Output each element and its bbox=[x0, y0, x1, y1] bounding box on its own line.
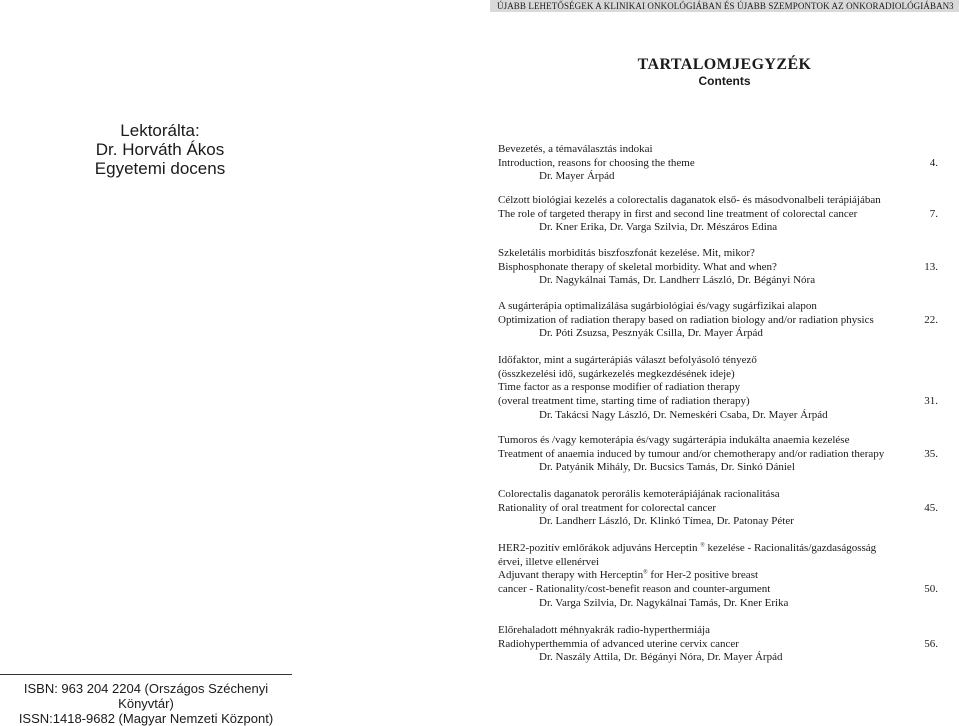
entry-title-hu: Colorectalis daganatok perorális kemoterápiájának racionalitása bbox=[498, 488, 780, 500]
entry-page-number: 56. bbox=[924, 637, 938, 650]
entry-page-number: 4. bbox=[929, 156, 938, 169]
issn-number: ISSN:1418-9682 (Magyar Nemzeti Központ) bbox=[18, 711, 274, 726]
toc-entry bbox=[498, 434, 938, 475]
reviewer-name: Dr. Horváth Ákos bbox=[95, 140, 225, 159]
toc-entry bbox=[498, 143, 938, 184]
entry-title-hu: Szkeletális morbiditás biszfoszfonát kezelése. Mit, mikor? bbox=[498, 247, 755, 259]
entry-page-number: 22. bbox=[924, 313, 938, 326]
entry-title-hu: Célzott biológiai kezelés a colorectalis daganatok első- és másodvonalbeli terápiájában bbox=[498, 194, 881, 206]
toc-entry bbox=[498, 247, 938, 288]
entry-title-en: Bisphosphonate therapy of skeletal morbidity. What and when? 13. bbox=[498, 260, 938, 273]
entry-authors: Dr. Mayer Árpád bbox=[539, 170, 615, 183]
entry-title-hu: Bevezetés, a témaválasztás indokai bbox=[498, 143, 653, 155]
entry-title-en: Time factor as a response modifier of radiation therapy bbox=[498, 381, 741, 394]
entry-title-hu: Előrehaladott méhnyakrák radio-hyperthermiája bbox=[498, 624, 710, 636]
entry-page-number: 13. bbox=[924, 260, 938, 273]
entry-title-hu-cont: (összkezelési idő, sugárkezelés megkezdésének ideje) bbox=[498, 367, 735, 380]
header-page-number: 3 bbox=[949, 1, 954, 11]
entry-title-hu: A sugárterápia optimalizálása sugárbiológiai és/vagy sugárfizikai alapon bbox=[498, 300, 817, 312]
entry-authors: Dr. Póti Zsuzsa, Pesznyák Csilla, Dr. Mayer Árpád bbox=[539, 327, 763, 340]
entry-title-en: Introduction, reasons for choosing the theme 4. bbox=[498, 156, 938, 169]
toc-title: TARTALOMJEGYZÉK bbox=[637, 56, 812, 73]
isbn-divider bbox=[0, 674, 292, 675]
registered-mark: ® bbox=[700, 542, 705, 549]
isbn-block bbox=[0, 681, 292, 726]
reviewer-block bbox=[60, 121, 260, 178]
entry-title-en: Treatment of anaemia induced by tumour and/or chemotherapy and/or radiation therapy 35. bbox=[498, 447, 938, 460]
entry-title-en: The role of targeted therapy in first and second line treatment of colorectal cancer 7. bbox=[498, 207, 938, 220]
toc-entry bbox=[498, 300, 938, 341]
toc-entry bbox=[498, 354, 938, 422]
running-header-title: ÚJABB LEHETŐSÉGEK A KLINIKAI ONKOLÓGIÁBAN ÉS ÚJABB SZEMPONTOK AZ ONKORADIOLÓGIÁBAN bbox=[497, 1, 950, 11]
entry-page-number: 35. bbox=[924, 447, 938, 460]
entry-title-en-cont: (overal treatment time, starting time of radiation therapy) 31. bbox=[498, 395, 938, 408]
reviewer-label: Lektorálta: bbox=[120, 121, 200, 140]
toc-subtitle: Contents bbox=[698, 74, 751, 88]
entry-authors: Dr. Kner Erika, Dr. Varga Szilvia, Dr. Mészáros Edina bbox=[539, 221, 778, 234]
entry-page-number: 45. bbox=[924, 501, 938, 514]
toc-entry bbox=[498, 194, 938, 235]
entry-title-en: Adjuvant therapy with Herceptin® for Her-2 positive breast bbox=[498, 569, 759, 582]
entry-authors: Dr. Takácsi Nagy László, Dr. Nemeskéri Csaba, Dr. Mayer Árpád bbox=[539, 408, 828, 421]
entry-authors: Dr. Patyánik Mihály, Dr. Bucsics Tamás, Dr. Sinkó Dániel bbox=[539, 461, 795, 474]
entry-title-en-cont: cancer - Rationality/cost-benefit reason and counter-argument 50. bbox=[498, 583, 938, 596]
entry-title-hu-cont: érvei, illetve ellenérvei bbox=[498, 555, 600, 568]
entry-title-en: Rationality of oral treatment for colorectal cancer 45. bbox=[498, 501, 938, 514]
toc-entry bbox=[498, 542, 938, 610]
isbn-number: ISBN: 963 204 2204 (Országos Széchenyi Könyvtár) bbox=[23, 681, 269, 711]
entry-title-en: Radiohyperthemmia of advanced uterine cervix cancer 56. bbox=[498, 637, 938, 650]
toc-entry bbox=[498, 488, 938, 529]
entry-title-en: Optimization of radiation therapy based on radiation biology and/or radiation physics 22. bbox=[498, 313, 938, 326]
entry-title-hu: Időfaktor, mint a sugárterápiás választ befolyásoló tényező bbox=[498, 354, 757, 366]
entry-title-hu: HER2-pozitív emlőrákok adjuváns Herceptin ® kezelése - Racionalitás/gazdaságosság bbox=[498, 542, 877, 554]
entry-authors: Dr. Landherr László, Dr. Klinkó Tímea, Dr. Patonay Péter bbox=[539, 515, 794, 528]
registered-mark: ® bbox=[643, 569, 648, 576]
entry-authors: Dr. Varga Szilvia, Dr. Nagykálnai Tamás, Dr. Kner Erika bbox=[539, 596, 789, 609]
entry-page-number: 50. bbox=[924, 583, 938, 596]
entry-page-number: 7. bbox=[929, 207, 938, 220]
entry-title-hu: Tumoros és /vagy kemoterápia és/vagy sugárterápia indukálta anaemia kezelése bbox=[498, 434, 850, 446]
entry-page-number: 31. bbox=[924, 395, 938, 408]
toc-entry bbox=[498, 624, 938, 665]
reviewer-title: Egyetemi docens bbox=[94, 159, 226, 178]
entry-authors: Dr. Naszály Attila, Dr. Bégányi Nóra, Dr. Mayer Árpád bbox=[539, 651, 783, 664]
entry-authors: Dr. Nagykálnai Tamás, Dr. Landherr László, Dr. Bégányi Nóra bbox=[539, 274, 816, 287]
